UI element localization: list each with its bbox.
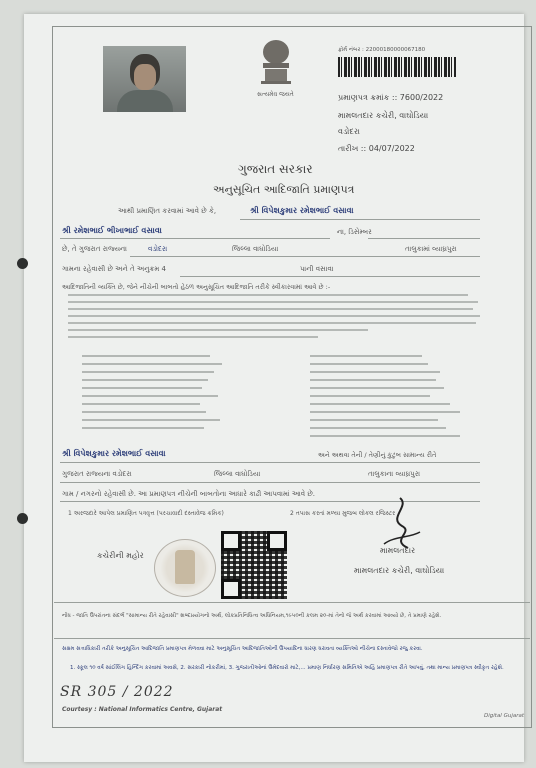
serial-prefix: ગામના રહેવાસી છે અને તે અનુક્રમ 4 — [62, 265, 166, 273]
national-emblem-icon — [258, 36, 294, 96]
footer-items: 1. સ્કૂલ ૧૦ વર્ષ સાંઈલિંગ હિન્દિંગ કરવામાં અવસે, 2. સરકારી નોકરીમાં, 3. ગુજરાતીઓનાં ઉમેદવારો માટે,... પ્રમાણ નિર્ધારણ સમિતિએ અહિં પ્રમાણપત્ર રીતે આપવું, તથા માન્ય પ્રમાણપત્ર સ્વીકૃત રહેશે. — [70, 665, 504, 671]
government-title: ગુજરાત સરકાર — [238, 162, 313, 176]
handwritten-serial: SR 305 / 2022 — [60, 684, 174, 700]
second-district: જિલ્લા વાઘોડિયા — [214, 470, 261, 478]
office-seal — [154, 539, 216, 597]
issuing-office: મામલતદાર કચેરી, વાઘોડિયા — [338, 111, 429, 120]
certificate-number: પ્રમાણપત્ર ક્રમાંક :: 7600/2022 — [338, 93, 444, 102]
basis-one: 1 અરજદારે આપેલ પ્રમાણિત પત્રવૃત્ત (પરચાવાદી દસ્તાવેજ ક્રમિક) — [68, 510, 224, 517]
second-family: અને અથવા તેની / તેણીનું કુટુંબ સામાન્ય રીતે — [318, 451, 437, 459]
credit-digital-gujarat: Digital Gujarat — [484, 713, 525, 719]
form-number: ફોર્મ નંબર : 22000180000067180 — [338, 47, 426, 53]
punch-hole-top — [17, 258, 28, 269]
qr-code — [221, 531, 287, 599]
certificate-border — [52, 26, 532, 728]
credit-nic: Courtesy : National Informatics Centre, Gujarat — [62, 706, 223, 713]
father-suffix: ના, ડિસેમ્બર — [337, 228, 372, 236]
resident-prefix: છે, તે ગુજરાત રાજ્યના — [62, 245, 127, 253]
second-taluka: તાલુકાના વ્યાઘ્રપુરા — [368, 470, 421, 478]
signatory-title: મામલતદાર — [380, 546, 416, 555]
tribe-suffix: પાની વસાવા — [300, 265, 334, 273]
barcode — [338, 57, 456, 77]
second-village: ગામ / નગરનો રહેવાસી છે. આ પ્રમાણપત્ર નીચેની બાબતોના આધારે કાઢી આપવામાં આવે છે. — [62, 490, 315, 498]
second-holder: શ્રી વિપેશકુમાર રમેશભાઈ વસાવા — [62, 449, 166, 458]
father-name: શ્રી રમેશભાઈ ભીખાભાઈ વસાવા — [62, 226, 162, 235]
emblem-caption: સત્યમેવ જયતે — [257, 91, 294, 98]
note-text: નોંધ - જાતિ ઉપરાંતના સંદર્ભ "સામાન્ય રીતે રહેવાસી" શબ્દપ્રયોગનો અર્થ, લોકપ્રતિનિધિત્વ અધિનિયમ,૧૯૫૦ની કલમ ૨૦-માં તેનો જે અર્થ કરવામાં આવ્યો છે, તે પ્રમાણે રહેશે. — [62, 613, 442, 619]
punch-hole-bottom — [17, 513, 28, 524]
applicant-photo — [103, 46, 186, 112]
tribe-statement: આદિજાતિની વ્યક્તિ છે, જેને નીચેની બાબતો હેઠળ અનુસૂચિત આદિજાતિ તરીકે સ્વીકારવામાં આવે છે :- — [62, 283, 331, 291]
issuing-district: વડોદરા — [338, 127, 360, 136]
office-stamp-label: કચેરીની મહોર — [97, 551, 144, 560]
certificate-title: અનુસૂચિત આદિજાતિ પ્રમાણપત્ર — [213, 183, 355, 196]
holder-name: શ્રી વિપેશકુમાર રમેશભાઈ વસાવા — [250, 206, 354, 215]
basis-two: 2 તપાસ કરતાં મળ્યા મુજબ લોકલ રજિસ્ટર — [290, 510, 396, 517]
second-state: ગુજરાત રાજ્યના વડોદરા — [62, 470, 132, 478]
footer-instruction: સક્ષમ સત્તાધિકારી તરીકે અનુસૂચિત આદિજાતિ પ્રમાણપત્ર મેળવવા માટે અનુસૂચિત આદિજાતિઓની ઉપયાદિના ધારણ ધરાવતા વ્યક્તિઓ નીચેના દસ્તાવેજો રજુ કરવા. — [62, 646, 423, 652]
resident-district: વડોદરા — [148, 245, 168, 253]
issue-date: તારીખ :: 04/07/2022 — [338, 144, 415, 153]
village-label: તાલુકામાં વ્યાઘ્રપુરા — [405, 245, 457, 253]
taluka-label: જિલ્લા વાઘોડિયા — [232, 245, 279, 253]
signatory-office: મામલતદાર કચેરી, વાઘોડિયા — [354, 566, 445, 575]
certify-intro: આથી પ્રમાણિત કરવામાં આવે છે કે, — [118, 207, 217, 215]
